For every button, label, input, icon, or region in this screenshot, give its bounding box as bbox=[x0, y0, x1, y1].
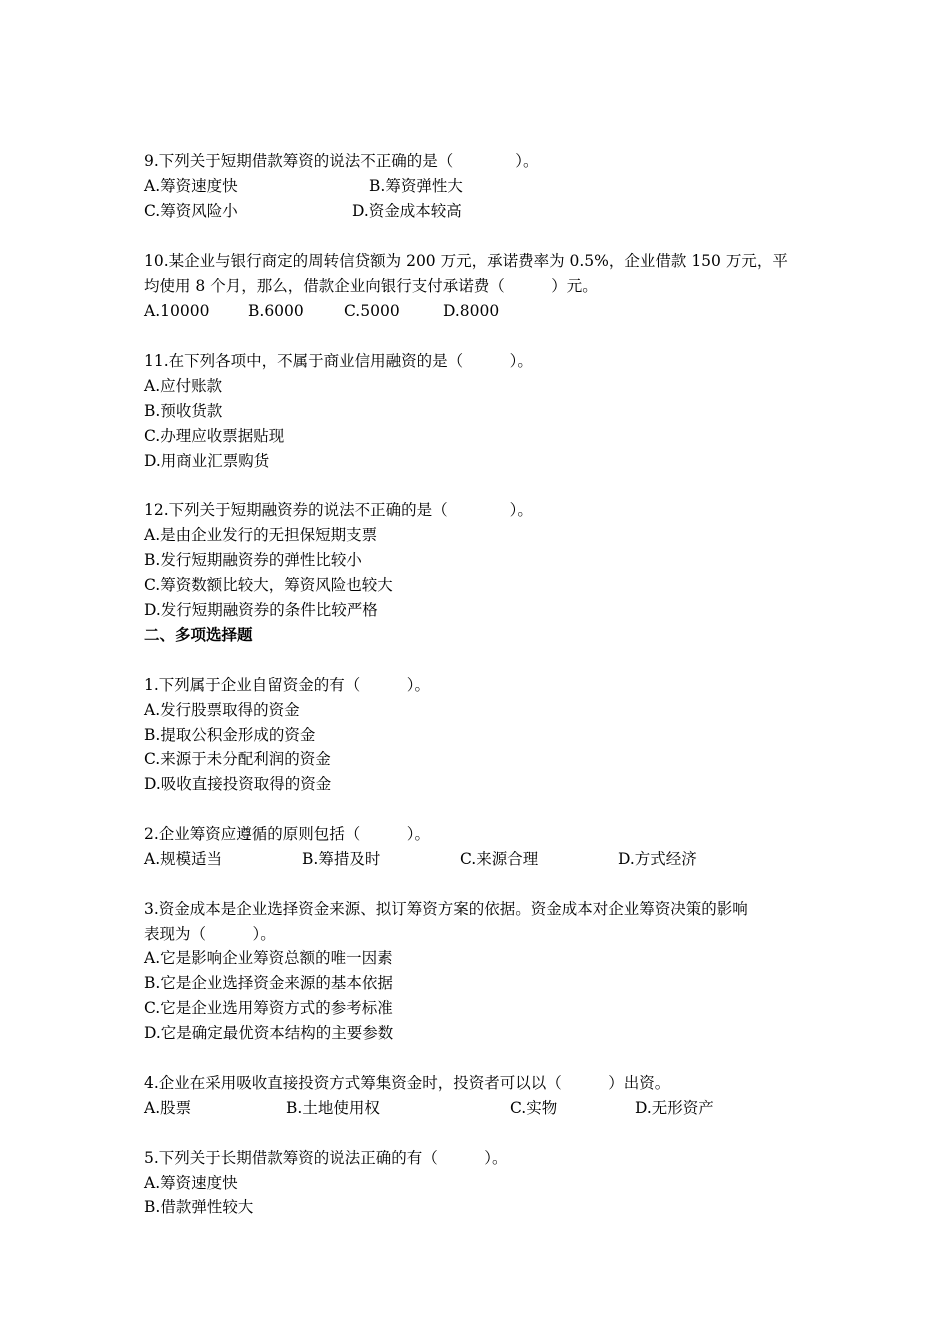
question-12-stem: 12.下列关于短期融资券的说法不正确的是（ ）。 bbox=[144, 501, 533, 519]
question-10-option-c: C.5000 bbox=[344, 302, 400, 320]
question-11-option-d: D.用商业汇票购货 bbox=[144, 452, 270, 470]
mc-question-4-option-d: D.无形资产 bbox=[635, 1099, 714, 1117]
question-11-stem: 11.在下列各项中，不属于商业信用融资的是（ ）。 bbox=[144, 352, 533, 370]
question-10-option-d: D.8000 bbox=[443, 302, 500, 320]
mc-question-1-stem: 1.下列属于企业自留资金的有（ ）。 bbox=[144, 676, 431, 694]
mc-question-5-option-a: A.筹资速度快 bbox=[144, 1174, 238, 1192]
mc-question-5-stem: 5.下列关于长期借款筹资的说法正确的有（ ）。 bbox=[144, 1149, 508, 1167]
question-10-stem-line-1: 10.某企业与银行商定的周转信贷额为 200 万元，承诺费率为 0.5%，企业借款 150 万元，平 bbox=[144, 252, 788, 270]
mc-question-4-option-b: B.土地使用权 bbox=[286, 1099, 380, 1117]
question-12-option-c: C.筹资数额比较大，筹资风险也较大 bbox=[144, 576, 393, 594]
mc-question-3-option-b: B.它是企业选择资金来源的基本依据 bbox=[144, 974, 393, 992]
question-11-option-a: A.应付账款 bbox=[144, 377, 223, 395]
question-9-option-a: A.筹资速度快 bbox=[144, 177, 238, 195]
mc-question-1-option-c: C.来源于未分配利润的资金 bbox=[144, 750, 331, 768]
section-heading-multiple-choice: 二、多项选择题 bbox=[144, 625, 253, 644]
question-10-option-a: A.10000 bbox=[144, 302, 210, 320]
mc-question-1-option-d: D.吸收直接投资取得的资金 bbox=[144, 775, 332, 793]
question-9-stem: 9.下列关于短期借款筹资的说法不正确的是（ ）。 bbox=[144, 152, 539, 170]
mc-question-3-option-d: D.它是确定最优资本结构的主要参数 bbox=[144, 1024, 394, 1042]
mc-question-4-stem: 4.企业在采用吸收直接投资方式筹集资金时，投资者可以以（ ）出资。 bbox=[144, 1074, 671, 1092]
mc-question-2-option-a: A.规模适当 bbox=[144, 850, 223, 868]
mc-question-4-option-a: A.股票 bbox=[144, 1099, 192, 1117]
question-12-option-a: A.是由企业发行的无担保短期支票 bbox=[144, 526, 378, 544]
mc-question-3-option-c: C.它是企业选用筹资方式的参考标准 bbox=[144, 999, 393, 1017]
question-12-option-b: B.发行短期融资券的弹性比较小 bbox=[144, 551, 362, 569]
question-9-option-d: D.资金成本较高 bbox=[352, 202, 462, 220]
mc-question-3-stem-line-1: 3.资金成本是企业选择资金来源、拟订筹资方案的依据。资金成本对企业筹资决策的影响 bbox=[144, 900, 748, 918]
mc-question-3-stem-line-2: 表现为（ ）。 bbox=[144, 925, 276, 943]
mc-question-2-option-b: B.筹措及时 bbox=[302, 850, 381, 868]
mc-question-4-option-c: C.实物 bbox=[510, 1099, 558, 1117]
mc-question-2-option-d: D.方式经济 bbox=[618, 850, 697, 868]
question-10-stem-line-2: 均使用 8 个月，那么，借款企业向银行支付承诺费（ ）元。 bbox=[144, 277, 598, 295]
question-11-option-c: C.办理应收票据贴现 bbox=[144, 427, 285, 445]
question-9-option-c: C.筹资风险小 bbox=[144, 202, 238, 220]
question-12-option-d: D.发行短期融资券的条件比较严格 bbox=[144, 601, 378, 619]
mc-question-5-option-b: B.借款弹性较大 bbox=[144, 1198, 254, 1216]
mc-question-3-option-a: A.它是影响企业筹资总额的唯一因素 bbox=[144, 949, 393, 967]
question-11-option-b: B.预收货款 bbox=[144, 402, 223, 420]
mc-question-1-option-b: B.提取公积金形成的资金 bbox=[144, 726, 316, 744]
mc-question-1-option-a: A.发行股票取得的资金 bbox=[144, 701, 300, 719]
mc-question-2-stem: 2.企业筹资应遵循的原则包括（ ）。 bbox=[144, 825, 431, 843]
question-10-option-b: B.6000 bbox=[248, 302, 304, 320]
mc-question-2-option-c: C.来源合理 bbox=[460, 850, 539, 868]
question-9-option-b: B.筹资弹性大 bbox=[369, 177, 463, 195]
